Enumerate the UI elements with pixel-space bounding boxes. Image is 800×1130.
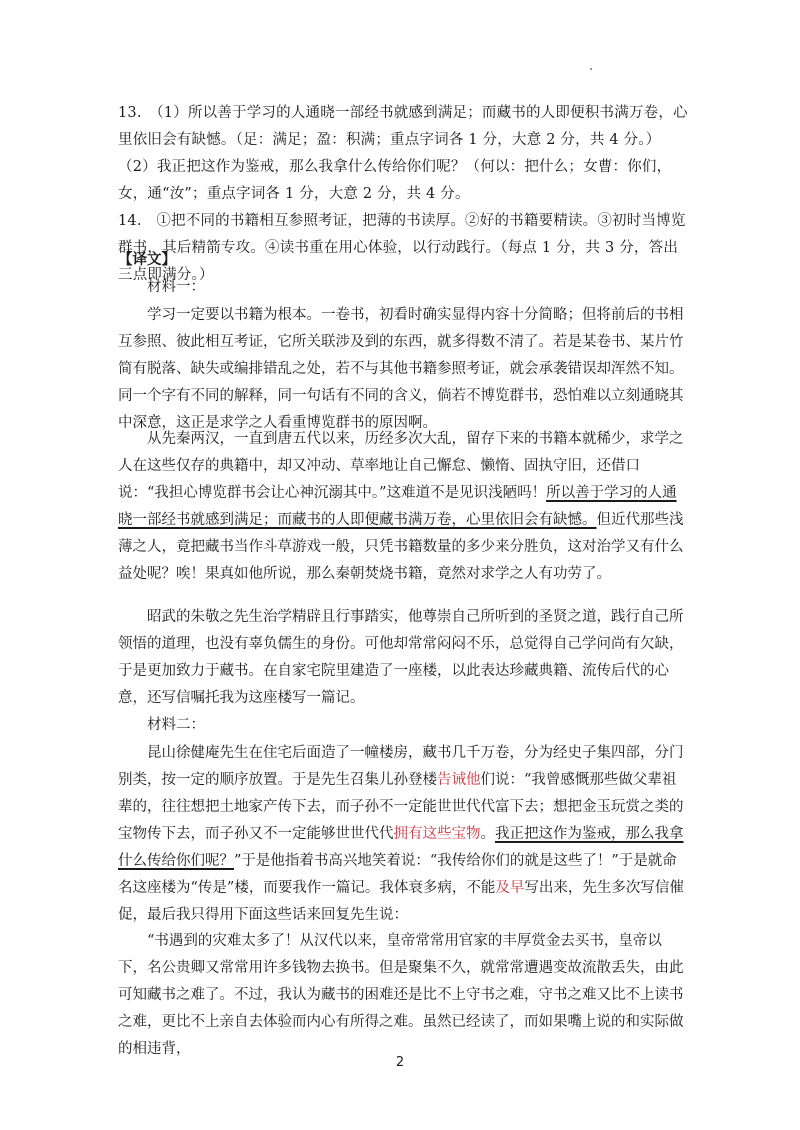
material-1-p2-text-b: 但近代那些浅薄之人，竟把藏书当作斗草游戏一般，只凭书籍数量的多少来分胜负，这对治学又有什么益处呢？唉！果真如他所说，那么秦朝焚烧书籍，竟然对求学之人有功劳了。: [118, 512, 684, 582]
material-1-paragraph-1: 学习一定要以书籍为根本。一卷书，初看时确实显得内容十分简略；但将前后的书相互参照、彼此相互考证，它所关联涉及到的东西，就多得数不清了。若是某卷书、某片竹简有脱落、缺失或编排错乱之处，若不与其他书籍参照考证，就会承袭错误却浑然不知。同一个字有不同的解释，同一句话有不同的含义，倘若不博览群书，恐怕难以立刻通晓其中深意，这正是求学之人看重博览群书的原因啊。: [118, 307, 684, 431]
answer-14: 14. ①把不同的书籍相互参照考证，把薄的书读厚。②好的书籍要精读。③初时当博览群书，其后精箭专攻。④读书重在用心体验，以行动践行。（每点 1 分，共 3 分，答出三点即满分。）: [118, 213, 686, 283]
translation-heading: 【译文】: [118, 251, 176, 268]
material-1-heading: 材料一：: [147, 279, 205, 295]
red-annotation-1: 告诫他: [437, 772, 481, 788]
material-2-paragraph-1: [118, 740, 688, 929]
material-1-paragraph-3: 昭武的朱敬之先生治学精辟且行事踏实，他尊崇自己所听到的圣贤之道，践行自己所领悟的道理，也没有辜负儒生的身份。可他却常常闷闷不乐，总觉得自己学问尚有欠缺，于是更加致力于藏书。在自家宅院里建造了一座楼，以此表达珍藏典籍、流传后代的心意，还写信嘱托我为这座楼写一篇记。: [118, 609, 684, 706]
red-annotation-3: 及早: [495, 880, 525, 896]
material-2-p1-text-a: 昆山徐健庵先生在住宅后面造了一幢楼房，藏书几千万卷，分为经史子集四部，分门别类，按一定的顺序放置。于是先生召集儿孙登楼: [118, 745, 684, 788]
material-2-heading: 材料二：: [147, 717, 205, 733]
page-number: 2: [395, 1055, 405, 1070]
red-annotation-2: 拥有这些宝物: [393, 826, 481, 842]
underlined-key-sentence-2: 我正把这作为鉴戒，那么我拿什么传给你们呢？: [118, 826, 684, 869]
underlined-key-sentence-1: 所以善于学习的人通晓一部经书就感到满足；而藏书的人即便藏书满万卷，心里依旧会有缺憾。: [118, 485, 677, 528]
material-1-p2-text-a: 从先秦两汉，一直到唐五代以来，历经多次大乱，留存下来的书籍本就稀少，求学之人在这些仅存的典籍中，却又冲动、草率地让自己懈怠、懒惰、固执守旧，还借口说：“我担心博览群书会让心神沉溺其中。”这难道不是见识浅陋吗！: [118, 431, 684, 501]
answer-13-part-1: 13. （1）所以善于学习的人通晓一部经书就感到满足；而藏书的人即便积书满万卷，心里依旧会有缺憾。（足：满足；盈：积满；重点字词各 1 分，大意 2 分，共 4 分。）: [118, 105, 688, 148]
material-2-p1-text-e: 写出来，先生多次写信催促，最后我只得用下面这些话来回复先生说：: [118, 880, 684, 923]
answer-13-part-2: （2）我正把这作为鉴戒，那么我拿什么传给你们呢？（何以：把什么；女曹：你们，女，通“汝”；重点字词各 1 分，大意 2 分，共 4 分。: [118, 159, 672, 202]
material-2-p1-text-c: 。: [480, 826, 495, 842]
material-2-paragraph-2: “书遇到的灾难太多了！从汉代以来，皇帝常常用官家的丰厚赏金去买书，皇帝以下，名公贵卿又常常用许多钱物去换书。但是聚集不久，就常常遭遇变故流散丢失，由此可知藏书之难了。不过，我认为藏书的困难还是比不上守书之难，守书之难又比不上读书之难，更比不上亲自去体验而内心有所得之难。虽然已经读了，而如果嘴上说的和实际做的相违背，: [118, 933, 684, 1057]
material-2-p1-text-d: ”于是他指着书高兴地笑着说：“我传给你们的就是这些了！”于是就命名这座楼为“传是”楼，而要我作一篇记。我体衰多病，不能: [118, 853, 677, 896]
material-1-paragraph-2: [118, 426, 688, 588]
material-2-p1-text-b: 们说：“我曾感慨那些做父辈祖辈的，往往想把土地家产传下去，而子孙不一定能世世代代富下去；想把金玉玩赏之类的宝物传下去，而子孙又不一定能够世世代代: [118, 772, 684, 842]
scan-speck: [590, 68, 592, 70]
